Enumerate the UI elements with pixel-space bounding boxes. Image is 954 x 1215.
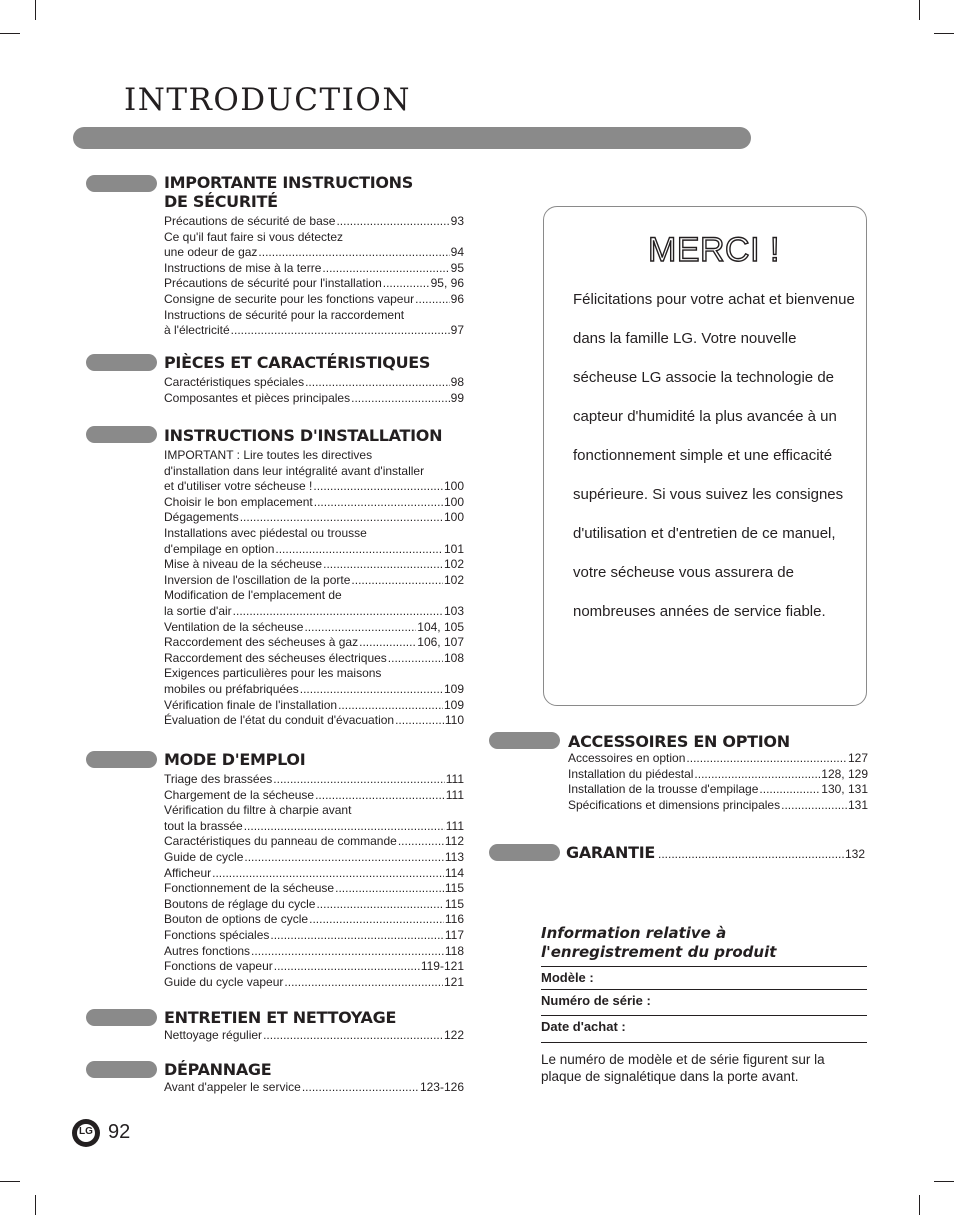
page-ref: 99 xyxy=(450,390,464,405)
leader-dots xyxy=(322,261,449,277)
page-ref: 103 xyxy=(443,603,464,618)
toc-entry-text: Chargement de la sécheuse xyxy=(164,787,315,802)
page-ref: 110 xyxy=(444,713,464,728)
toc-entries xyxy=(164,1080,464,1096)
page-ref: 109 xyxy=(443,697,464,712)
page-ref: 131 xyxy=(847,797,868,812)
toc-entry: IMPORTANT : Lire toutes les directives xyxy=(164,448,373,462)
toc-entry xyxy=(164,698,464,714)
leader-dots xyxy=(316,897,443,913)
toc-entry xyxy=(164,620,464,636)
toc-entry-text: Consigne de securite pour les fonctions vapeur xyxy=(164,291,415,306)
page-ref: 94 xyxy=(450,245,464,260)
section-pill xyxy=(86,175,157,192)
toc-entry xyxy=(164,881,464,897)
page-ref: 93 xyxy=(450,214,464,228)
leader-dots xyxy=(244,850,443,866)
toc-entry xyxy=(164,959,464,975)
page-ref: 100 xyxy=(443,494,464,509)
purchase-date-field: Date d'achat : xyxy=(541,1015,867,1042)
toc-entry xyxy=(164,214,464,230)
registration-note: Le numéro de modèle et de série figurent sur la plaque de signalétique dans la porte avant. xyxy=(541,1042,867,1085)
leader-dots xyxy=(212,866,444,882)
toc-entry-text: Dégagements xyxy=(164,510,239,525)
toc-entry xyxy=(164,713,464,729)
page-ref: 113 xyxy=(444,849,464,864)
toc-entry xyxy=(164,510,464,526)
page-ref: 132 xyxy=(844,847,865,861)
page-ref: 118 xyxy=(444,943,464,958)
page-ref: 123-126 xyxy=(419,1080,464,1094)
leader-dots xyxy=(231,323,450,339)
toc-entry xyxy=(164,819,464,835)
page-ref: 98 xyxy=(450,375,464,389)
toc-entry-text: Avant d'appeler le service xyxy=(164,1080,301,1094)
toc-entry-text: Composantes et pièces principales xyxy=(164,390,351,405)
toc-entries xyxy=(164,214,464,339)
leader-dots xyxy=(759,782,820,798)
toc-entry-text: Installation de la trousse d'empilage xyxy=(568,782,759,797)
leader-dots xyxy=(383,276,430,292)
leader-dots xyxy=(309,912,444,928)
toc-entry-text: la sortie d'air xyxy=(164,603,232,618)
toc-entry-text: Guide de cycle xyxy=(164,849,244,864)
toc-entry-text: Raccordement des sécheuses à gaz xyxy=(164,635,359,650)
toc-entry-text: Bouton de options de cycle xyxy=(164,912,309,927)
leader-dots xyxy=(302,1080,419,1096)
toc-entry-text: Boutons de réglage du cycle xyxy=(164,896,316,911)
registration-block xyxy=(541,924,867,1085)
toc-entry-text: Raccordement des sécheuses électriques xyxy=(164,650,387,665)
page-ref: 100 xyxy=(443,510,464,525)
toc-entry-text: Spécifications et dimensions principales xyxy=(568,797,781,812)
toc-entry xyxy=(164,542,464,558)
toc-entry-text: Fonctions spéciales xyxy=(164,927,270,942)
toc-entry-text: Autres fonctions xyxy=(164,943,251,958)
toc-entry-text: Guide du cycle vapeur xyxy=(164,974,284,989)
toc-entry-text: Précautions de sécurité de base xyxy=(164,214,336,228)
toc-entry-text: Évaluation de l'état du conduit d'évacuation xyxy=(164,713,395,728)
toc-entry-text: Installation du piédestal xyxy=(568,766,694,781)
section-pill xyxy=(489,844,560,861)
toc-entry xyxy=(164,912,464,928)
crop-mark xyxy=(919,1195,920,1215)
toc-entry-text: une odeur de gaz xyxy=(164,245,258,260)
page-ref: 111 xyxy=(445,772,464,786)
toc-entry: Installations avec piédestal ou trousse xyxy=(164,525,367,540)
leader-dots xyxy=(258,245,449,261)
toc-entry-text: Vérification finale de l'installation xyxy=(164,697,338,712)
page-ref: 97 xyxy=(450,323,464,338)
toc-entry-text: Accessoires en option xyxy=(568,751,686,765)
section-pill xyxy=(86,1061,157,1078)
toc-entry xyxy=(164,928,464,944)
toc-entry: Vérification du filtre à charpie avant xyxy=(164,803,352,818)
toc-entry xyxy=(164,1028,464,1044)
lg-logo xyxy=(72,1119,100,1147)
toc-entry-text: Choisir le bon emplacement xyxy=(164,494,313,509)
toc-section-securite xyxy=(86,173,464,339)
page-ref: 111 xyxy=(445,818,464,833)
page-ref: 130, 131 xyxy=(821,782,868,797)
page-ref: 119-121 xyxy=(420,959,464,974)
toc-entry xyxy=(164,292,464,308)
toc-entry xyxy=(164,557,464,573)
toc-entry: Ce qu'il faut faire si vous détectez xyxy=(164,229,344,244)
toc-section-accessoires xyxy=(489,732,868,813)
toc-entry-text: Afficheur xyxy=(164,865,212,880)
page-number: 92 xyxy=(108,1121,131,1143)
toc-entries xyxy=(164,448,464,729)
leader-dots xyxy=(398,834,444,850)
leader-dots xyxy=(338,698,443,714)
page-title: INTRODUCTION xyxy=(124,82,411,118)
section-heading: MODE D'EMPLOI xyxy=(164,750,306,769)
toc-entry xyxy=(164,245,464,261)
toc-entry xyxy=(164,866,464,882)
toc-entry xyxy=(164,604,464,620)
page-ref: 95 xyxy=(450,260,464,275)
toc-entry: Instructions de sécurité pour la raccordement xyxy=(164,307,405,322)
leader-dots xyxy=(304,620,416,636)
leader-dots xyxy=(686,751,847,767)
leader-dots xyxy=(415,292,449,308)
toc-entry xyxy=(568,767,868,783)
section-pill xyxy=(489,732,560,749)
page-ref: 101 xyxy=(443,541,464,556)
leader-dots xyxy=(335,881,444,897)
section-pill xyxy=(86,354,157,371)
merci-body: Félicitations pour votre achat et bienvenue dans la famille LG. Votre nouvelle sécheuse LG associe la technologie de capteur d'humidité la plus avancée à un fonctionnement simple et une efficacité supérieure. Si vous suivez les consignes d'utilisation et d'entretien de ce manuel, votre sécheuse vous assurera de nombreuses années de service fiable. xyxy=(573,291,855,620)
crop-mark xyxy=(919,0,920,20)
toc-entry: Modification de l'emplacement de xyxy=(164,588,342,603)
toc-entry xyxy=(568,798,868,814)
toc-entry xyxy=(164,651,464,667)
leader-dots xyxy=(263,1028,443,1044)
leader-dots xyxy=(275,542,443,558)
toc-entry: d'installation dans leur intégralité avant d'installer xyxy=(164,463,425,478)
toc-entries xyxy=(164,1028,464,1044)
toc-entry xyxy=(164,1080,464,1096)
toc-entry-text: et d'utiliser votre sécheuse ! xyxy=(164,479,313,494)
leader-dots xyxy=(274,959,420,975)
toc-entry xyxy=(568,751,868,767)
crop-mark xyxy=(35,1195,36,1215)
toc-section-mode-emploi xyxy=(86,750,464,990)
merci-title: MERCI ! xyxy=(648,231,780,269)
toc-entry xyxy=(164,897,464,913)
section-heading: GARANTIE xyxy=(566,843,656,862)
leader-dots xyxy=(270,928,443,944)
leader-dots xyxy=(251,944,444,960)
toc-entry xyxy=(164,391,464,407)
toc-entries xyxy=(164,375,464,406)
registration-title: Information relative à l'enregistrement du produit xyxy=(541,924,777,961)
toc-entry-text: Triage des brassées xyxy=(164,772,273,786)
toc-entry-text: à l'électricité xyxy=(164,323,230,338)
page-ref: 108 xyxy=(443,650,464,665)
section-heading: ACCESSOIRES EN OPTION xyxy=(568,732,790,751)
section-heading: DÉPANNAGE xyxy=(164,1060,272,1079)
page-ref: 121 xyxy=(443,974,464,989)
toc-entry xyxy=(164,682,464,698)
toc-section-garantie xyxy=(489,843,865,863)
page-ref: 106, 107 xyxy=(417,635,464,650)
leader-dots xyxy=(395,713,444,729)
crop-mark xyxy=(934,33,954,34)
leader-dots xyxy=(351,573,443,589)
leader-dots xyxy=(284,975,443,991)
toc-entry-text: tout la brassée xyxy=(164,818,243,833)
toc-entry-text: Ventilation de la sécheuse xyxy=(164,619,304,634)
toc-entry xyxy=(164,495,464,511)
leader-dots xyxy=(315,788,445,804)
page-ref: 114 xyxy=(444,865,464,880)
leader-dots xyxy=(313,479,443,495)
toc-section-depannage xyxy=(86,1060,464,1096)
toc-entry xyxy=(164,772,464,788)
toc-entry-text: Mise à niveau de la sécheuse xyxy=(164,557,323,572)
leader-dots xyxy=(305,375,450,391)
leader-dots xyxy=(336,214,449,230)
toc-entry-text: Fonctionnement de la sécheuse xyxy=(164,881,335,896)
toc-entry-text: Fonctions de vapeur xyxy=(164,959,273,974)
model-field: Modèle : xyxy=(541,966,867,989)
merci-box xyxy=(543,206,867,706)
leader-dots xyxy=(658,847,844,863)
page-ref: 102 xyxy=(443,557,464,572)
toc-entry xyxy=(164,479,464,495)
toc-section-installation xyxy=(86,426,464,729)
leader-dots xyxy=(244,819,445,835)
page-ref: 112 xyxy=(444,834,464,849)
page-ref: 122 xyxy=(443,1028,464,1042)
toc-entry xyxy=(164,261,464,277)
toc-entry-text: mobiles ou préfabriquées xyxy=(164,681,299,696)
crop-mark xyxy=(0,1181,20,1182)
page-ref: 104, 105 xyxy=(417,619,464,634)
toc-entries xyxy=(568,751,868,813)
page-ref: 100 xyxy=(443,479,464,494)
leader-dots xyxy=(323,557,443,573)
page-ref: 115 xyxy=(444,896,464,911)
section-heading: PIÈCES ET CARACTÉRISTIQUES xyxy=(164,353,431,372)
toc-entry-text: Caractéristiques du panneau de commande xyxy=(164,834,397,849)
toc-entry-text: Nettoyage régulier xyxy=(164,1028,263,1042)
toc-entry xyxy=(164,944,464,960)
toc-entry: Exigences particulières pour les maisons xyxy=(164,666,382,681)
crop-mark xyxy=(35,0,36,20)
section-heading: INSTRUCTIONS D'INSTALLATION xyxy=(164,426,443,445)
page-ref: 96 xyxy=(450,291,464,306)
toc-entry-text: d'empilage en option xyxy=(164,541,275,556)
toc-entry xyxy=(164,573,464,589)
leader-dots xyxy=(273,772,444,788)
section-heading: ENTRETIEN ET NETTOYAGE xyxy=(164,1008,397,1027)
serial-field: Numéro de série : xyxy=(541,989,867,1015)
toc-entry-text: Précautions de sécurité pour l'installation xyxy=(164,276,382,291)
toc-entry xyxy=(164,323,464,339)
crop-mark xyxy=(934,1181,954,1182)
section-heading: IMPORTANTE INSTRUCTIONS DE SÉCURITÉ xyxy=(164,173,413,211)
toc-section-pieces xyxy=(86,353,464,406)
leader-dots xyxy=(351,391,450,407)
toc-entry xyxy=(164,834,464,850)
toc-entry-text: Caractéristiques spéciales xyxy=(164,375,305,389)
leader-dots xyxy=(240,510,443,526)
leader-dots xyxy=(781,798,847,814)
leader-dots xyxy=(314,495,443,511)
section-pill xyxy=(86,1009,157,1026)
toc-section-entretien xyxy=(86,1008,464,1044)
page-ref: 117 xyxy=(444,927,464,942)
section-pill xyxy=(86,426,157,443)
toc-entry-text: Inversion de l'oscillation de la porte xyxy=(164,572,351,587)
leader-dots xyxy=(388,651,443,667)
lg-logo-face xyxy=(77,1124,95,1142)
toc-entry-text: Instructions de mise à la terre xyxy=(164,260,322,275)
toc-entry xyxy=(568,782,868,798)
page-ref: 95, 96 xyxy=(430,276,464,291)
toc-entry xyxy=(164,375,464,391)
toc-entry xyxy=(164,788,464,804)
toc-entry xyxy=(164,850,464,866)
leader-dots xyxy=(694,767,820,783)
section-pill xyxy=(86,751,157,768)
toc-entry xyxy=(164,635,464,651)
page-ref: 115 xyxy=(444,881,464,896)
crop-mark xyxy=(0,33,20,34)
page-ref: 127 xyxy=(847,751,868,765)
toc-entries xyxy=(164,772,464,990)
page-ref: 102 xyxy=(443,572,464,587)
title-bar xyxy=(73,127,751,149)
page-ref: 128, 129 xyxy=(821,766,868,781)
page-ref: 111 xyxy=(445,787,464,802)
page-ref: 116 xyxy=(444,912,464,927)
page-ref: 109 xyxy=(443,681,464,696)
lg-logo-text: LG xyxy=(79,1126,93,1137)
leader-dots xyxy=(300,682,443,698)
leader-dots xyxy=(233,604,443,620)
leader-dots xyxy=(359,635,416,651)
toc-entry xyxy=(164,975,464,991)
toc-entry xyxy=(164,276,464,292)
